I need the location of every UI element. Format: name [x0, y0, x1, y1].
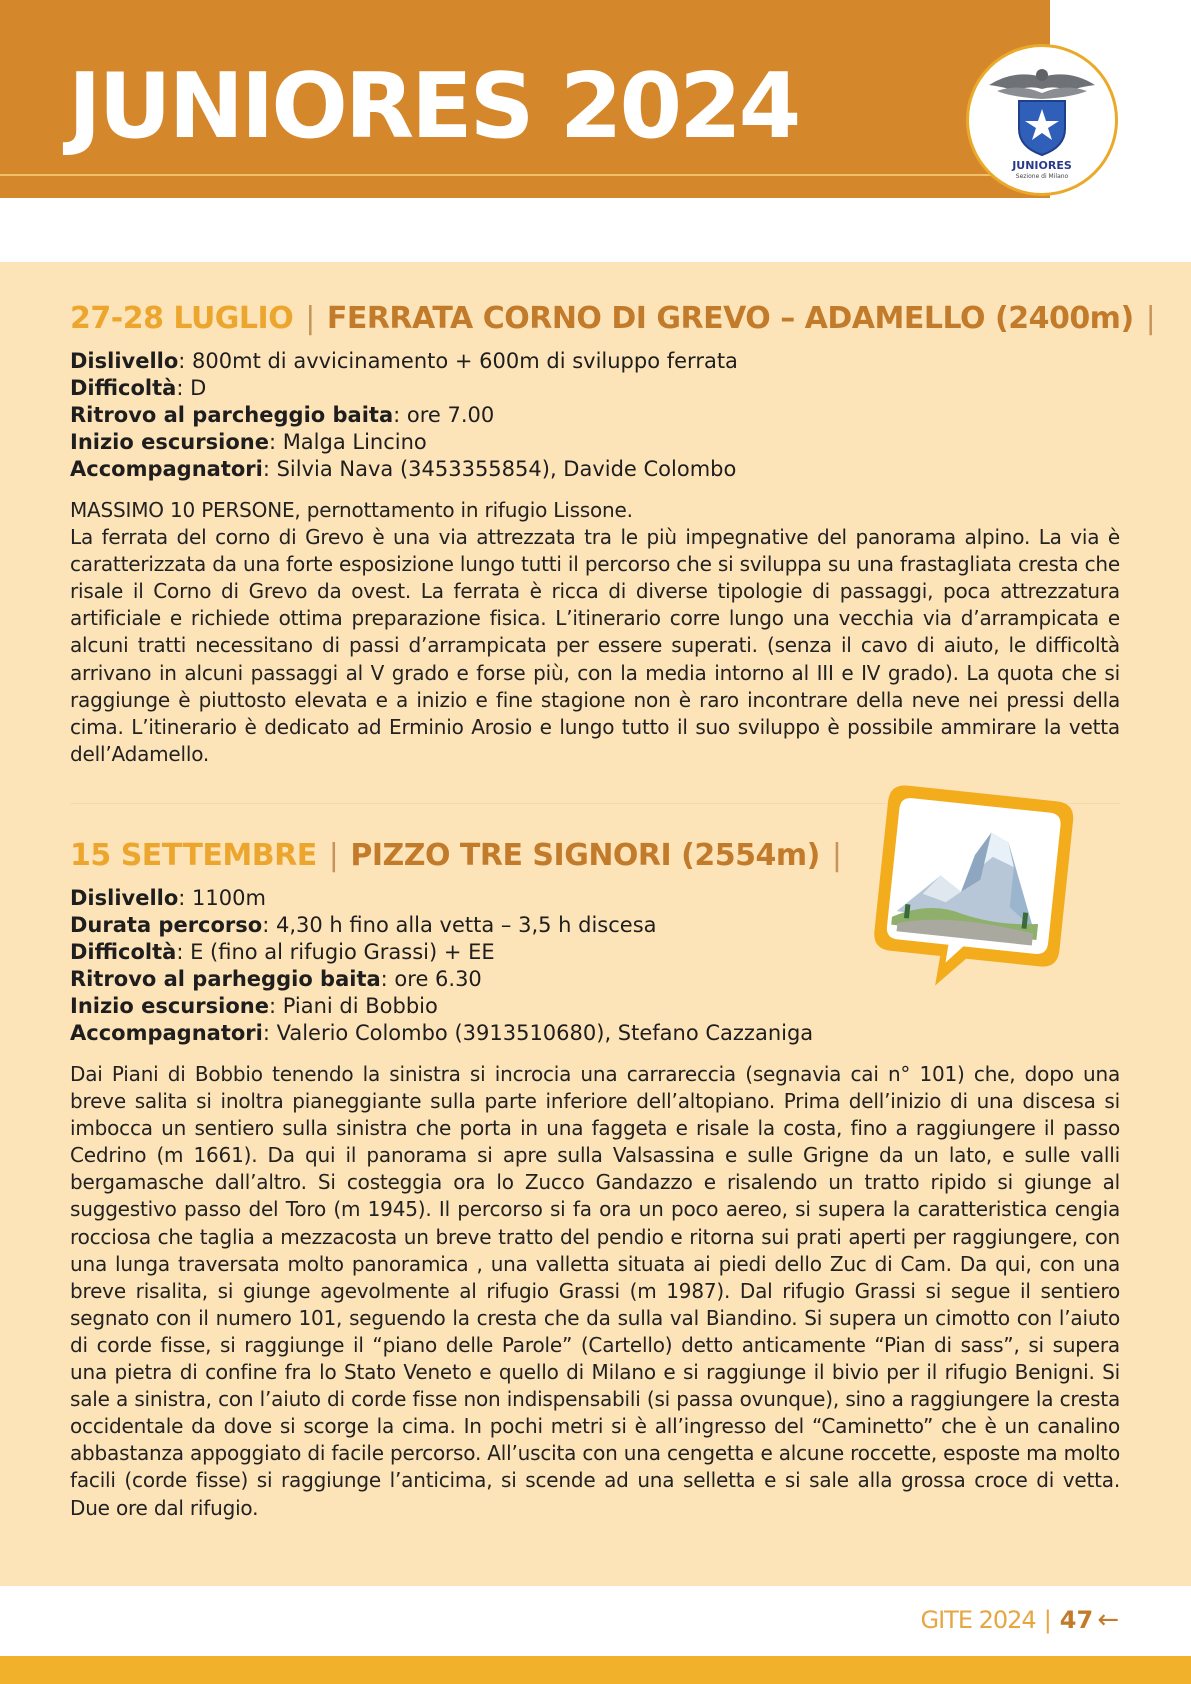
section-date: 15 SETTEMBRE — [70, 838, 317, 873]
fact-label: Durata percorso — [70, 913, 263, 937]
logo-label: JUNIORES — [1012, 159, 1072, 172]
fact-label: Ritrovo al parheggio baita — [70, 967, 381, 991]
footer-label: GITE 2024 — [920, 1606, 1036, 1634]
fact-label: Dislivello — [70, 886, 179, 910]
fact-label: Inizio escursione — [70, 994, 269, 1018]
footer-separator: | — [1043, 1606, 1052, 1634]
title-separator: | — [831, 838, 842, 873]
fact-label: Inizio escursione — [70, 430, 269, 454]
fact-accompagnatori — [70, 1020, 1120, 1047]
fact-value: : Valerio Colombo (3913510680), Stefano Cazzaniga — [262, 1021, 814, 1045]
juniores-logo — [966, 44, 1118, 196]
paragraph: Dai Piani di Bobbio tenendo la sinistra si incrocia una carrareccia (segnavia cai n° 101) che, dopo una breve salita si inoltra pianeggiante sulla parte inferiore dell’altopiano. Prima dell’inizio di una discesa si imbocca un sentiero sulla sinistra che porta in una faggeta e risale la costa, fino a raggiungere il passo Cedrino (m 1661). Da qui il panorama si apre sulla Valsassina e sulle Grigne da un lato, e sulle valli bergamasche dall’altro. Si costeggia ora lo Zucco Gandazzo e risalendo un tratto ripido si giunge al suggestivo passo del Toro (m 1945). Il percorso si fa ora un poco aereo, si supera la caratteristica cengia rocciosa che taglia a mezzacosta un breve tratto del pendio e ritorna sui prati aperti per raggiungere, con una lunga traversata molto panoramica , una valletta situata ai piedi dello Zuc di Cam. Da qui, con una breve risalita, si giunge agevolmente al rifugio Grassi (m 1987). Dal rifugio Grassi si segue il sentiero segnato con il numero 101, seguendo la cresta che da sulla val Biandino. Si supera un cimotto con l’aiuto di corde fisse, si raggiunge il “piano delle Parole” (Cartello) detto anticamente “Pian di sass”, si supera una pietra di confine fra lo Stato Veneto e quello di Milano e si raggiunge il bivio per il rifugio Benigni. Si sale a sinistra, con l’aiuto di corde fisse non indispensabili (si passa ovunque), sino a raggiungere la cresta occidentale da dove si scorge la cima. In pochi metri si è all’ingresso del “Caminetto” che è un canalino abbastanza appoggiato di facile percorso. All’uscita con una cengetta e alcune roccette, esposte ma molto facili (corde fisse) si raggiunge l’anticima, si scende ad una selletta e si sale alla grossa croce di vetta. Due ore dal rifugio. — [70, 1062, 1120, 1520]
fact-value: : Malga Lincino — [268, 430, 427, 454]
fact-value: : 1100m — [178, 886, 266, 910]
section-name: PIZZO TRE SIGNORI (2554m) — [350, 838, 820, 873]
facts-list-ferrata — [70, 348, 1120, 483]
fact-ritrovo — [70, 966, 1120, 993]
section-title-pizzo — [70, 838, 853, 874]
fact-value: : Silvia Nava (3453355854), Davide Colombo — [262, 457, 737, 481]
fact-label: Difficoltà — [70, 940, 177, 964]
description-ferrata — [70, 497, 1120, 768]
fact-dislivello — [70, 885, 1120, 912]
title-separator: | — [1145, 301, 1156, 336]
fact-value: : E (fino al rifugio Grassi) + EE — [176, 940, 495, 964]
fact-inizio — [70, 429, 1120, 456]
fact-inizio — [70, 993, 1120, 1020]
fact-value: : 800mt di avvicinamento + 600m di sviluppo ferrata — [178, 349, 738, 373]
title-separator: | — [305, 301, 315, 336]
fact-value: : Piani di Bobbio — [268, 994, 438, 1018]
fact-label: Difficoltà — [70, 376, 177, 400]
footer-bar — [0, 1656, 1191, 1684]
page-footer — [920, 1605, 1119, 1635]
fact-value: : D — [176, 376, 207, 400]
fact-dislivello — [70, 348, 1120, 375]
fact-label: Accompagnatori — [70, 1021, 263, 1045]
facts-list-pizzo — [70, 885, 1120, 1047]
fact-ritrovo — [70, 402, 1120, 429]
page-number: 47 — [1059, 1606, 1094, 1634]
fact-label: Ritrovo al parcheggio baita — [70, 403, 394, 427]
section-name: FERRATA CORNO DI GREVO – ADAMELLO (2400m) — [326, 301, 1134, 336]
logo-sublabel: Sezione di Milano — [1015, 173, 1069, 180]
section-title-ferrata — [70, 301, 1167, 337]
paragraph: La ferrata del corno di Grevo è una via attrezzata tra le più impegnative del panorama alpino. La via è caratterizzata da una forte esposizione lungo tutti il percorso che si sviluppa su una frastagliata cresta che risale il Corno di Grevo da ovest. La ferrata è ricca di diverse tipologie di passaggi, poca attrezzatura artificiale e richiede ottima preparazione fisica. L’itinerario corre lungo una vecchia via d’arrampicata e alcuni tratti necessitano di passi d’arrampicata per essere superati. (senza il cavo di aiuto, le difficoltà arrivano in alcuni passaggi al V grado e forse più, con la media intorno al III e IV grado). La quota che si raggiunge è piuttosto elevata e a inizio e fine stagione non è raro incontrare della neve nei pressi della cima. L’itinerario è dedicato ad Erminio Arosio e lungo tutto il suo sviluppo è possibile ammirare la vetta dell’Adamello. — [70, 525, 1120, 766]
fact-value: : 4,30 h fino alla vetta – 3,5 h discesa — [262, 913, 657, 937]
header-rule — [0, 174, 1060, 176]
title-separator: | — [328, 838, 339, 873]
fact-accompagnatori — [70, 456, 1120, 483]
section-date: 27-28 LUGLIO — [70, 301, 294, 336]
fact-durata — [70, 912, 1120, 939]
fact-difficolta — [70, 375, 1120, 402]
fact-label: Accompagnatori — [70, 457, 263, 481]
arrow-left-icon: ← — [1097, 1605, 1119, 1635]
page-title: JUNIORES 2024 — [68, 54, 799, 159]
fact-difficolta — [70, 939, 1120, 966]
fact-value: : ore 6.30 — [380, 967, 482, 991]
fact-value: : ore 7.00 — [393, 403, 495, 427]
description-pizzo — [70, 1061, 1120, 1522]
fact-label: Dislivello — [70, 349, 179, 373]
paragraph: MASSIMO 10 PERSONE, pernottamento in rifugio Lissone. — [70, 498, 633, 522]
